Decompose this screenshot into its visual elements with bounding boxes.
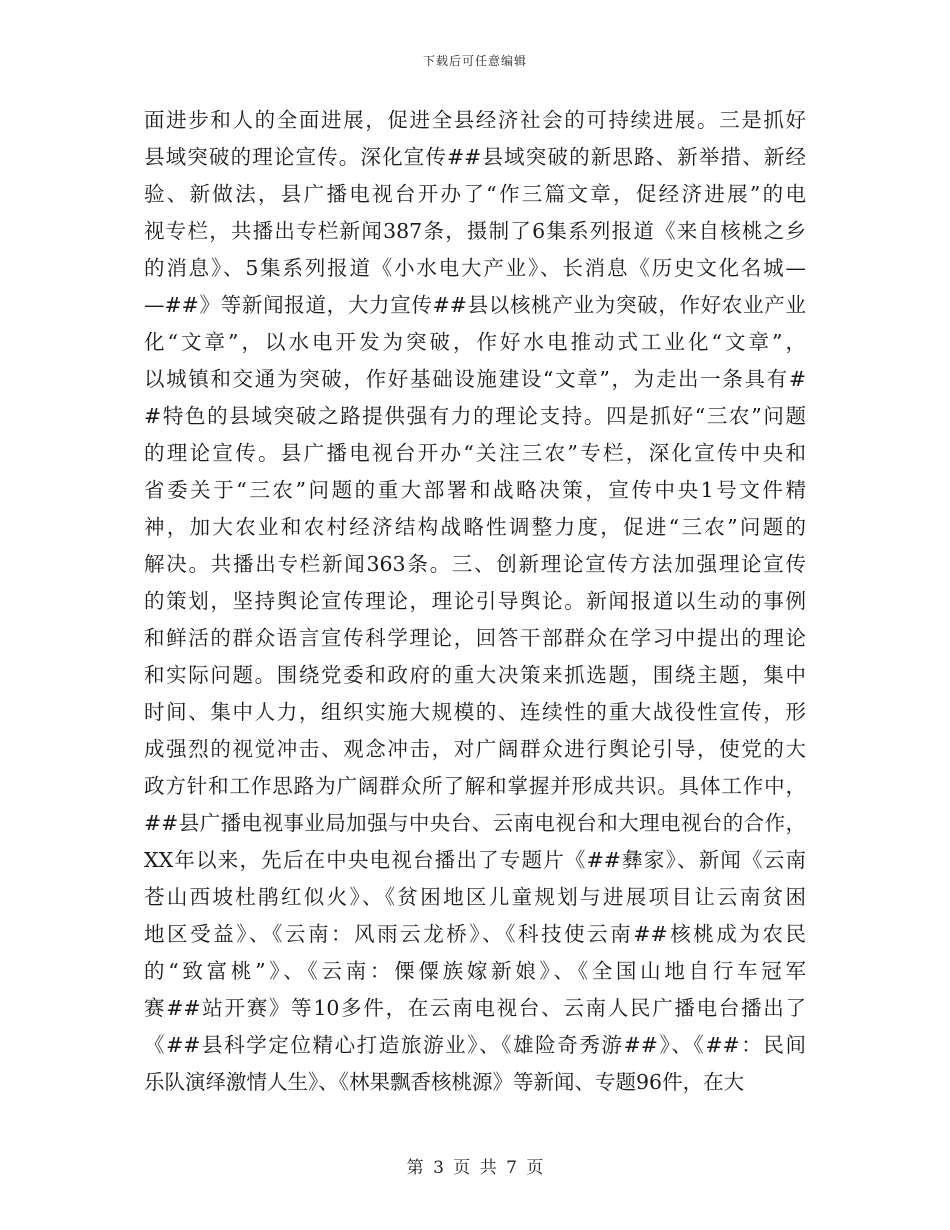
text-line: 解决。共播出专栏新闻363条。三、创新理论宣传方法加强理论宣传	[144, 552, 806, 576]
text-line: 和实际问题。围绕党委和政府的重大决策来抓选题，围绕主题，集中	[144, 663, 806, 687]
text-line: 的理论宣传。县广播电视台开办“关注三农”专栏，深化宣传中央和	[144, 441, 806, 465]
text-line: ##县广播电视事业局加强与中央台、云南电视台和大理电视台的合作，	[144, 811, 806, 835]
text-line: 政方针和工作思路为广阔群众所了解和掌握并形成共识。具体工作中，	[144, 774, 806, 798]
text-line: 成强烈的视觉冲击、观念冲击，对广阔群众进行舆论引导，使党的大	[144, 737, 806, 761]
text-line: 省委关于“三农”问题的重大部署和战略决策，宣传中央1号文件精	[144, 478, 806, 502]
text-line: 化“文章”，以水电开发为突破，作好水电推动式工业化“文章”，	[144, 330, 806, 354]
text-line: XX年以来，先后在中央电视台播出了专题片《##彝家》、新闻《云南	[144, 848, 806, 872]
text-line: 《##县科学定位精心打造旅游业》、《雄险奇秀游##》、《##：民间	[144, 1033, 806, 1057]
text-line: 乐队演绎激情人生》、《林果飘香核桃源》等新闻、专题96件，在大	[144, 1070, 745, 1094]
document-body	[144, 102, 806, 1101]
text-line: 以城镇和交通为突破，作好基础设施建设“文章”，为走出一条具有#	[144, 367, 806, 391]
text-line: 神，加大农业和农村经济结构战略性调整力度，促进“三农”问题的	[144, 515, 806, 539]
text-line: 的策划，坚持舆论宣传理论，理论引导舆论。新闻报道以生动的事例	[144, 589, 806, 613]
text-line: 苍山西坡杜鹃红似火》、《贫困地区儿童规划与进展项目让云南贫困	[144, 885, 806, 909]
text-line: —##》等新闻报道，大力宣传##县以核桃产业为突破，作好农业产业	[144, 293, 806, 317]
text-line: 的消息》、5集系列报道《小水电大产业》、长消息《历史文化名城—	[144, 256, 806, 280]
text-line: 验、新做法，县广播电视台开办了“作三篇文章，促经济进展”的电	[144, 182, 806, 206]
page-number: 第 3 页 共 7 页	[406, 1158, 544, 1178]
text-line: 面进步和人的全面进展，促进全县经济社会的可持续进展。三是抓好	[144, 108, 806, 132]
text-line: 地区受益》、《云南：风雨云龙桥》、《科技使云南##核桃成为农民	[144, 922, 806, 946]
page-header-note: 下载后可任意编辑	[422, 54, 527, 68]
text-line: 赛##站开赛》等10多件，在云南电视台、云南人民广播电台播出了	[144, 996, 806, 1020]
text-line: 时间、集中人力，组织实施大规模的、连续性的重大战役性宣传，形	[144, 700, 806, 724]
text-line: 的“致富桃”》、《云南：傈僳族嫁新娘》、《全国山地自行车冠军	[144, 959, 806, 983]
text-line: 视专栏，共播出专栏新闻387条，摄制了6集系列报道《来自核桃之乡	[144, 219, 806, 243]
text-line: 和鲜活的群众语言宣传科学理论，回答干部群众在学习中提出的理论	[144, 626, 806, 650]
text-line: #特色的县域突破之路提供强有力的理论支持。四是抓好“三农”问题	[144, 404, 806, 428]
text-line: 县域突破的理论宣传。深化宣传##县域突破的新思路、新举措、新经	[144, 145, 806, 169]
